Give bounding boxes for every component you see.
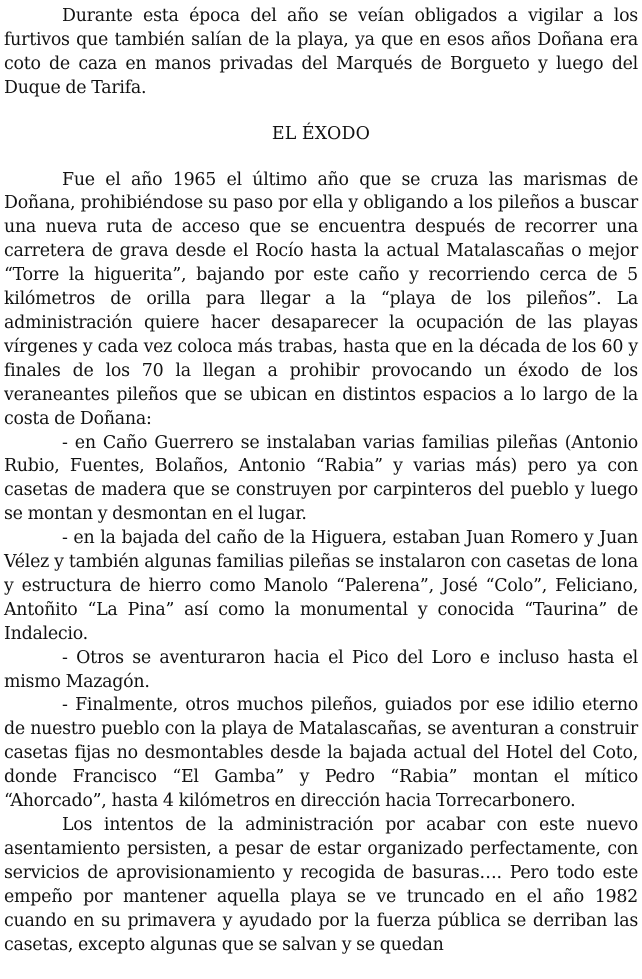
paragraph-intro: Durante esta época del año se veían obligados a vigilar a los furtivos que también salían de la playa, ya que en esos años Doñana era coto de caza en manos privadas del Marqués de Borgueto y luego del Duque de Tarifa. — [4, 6, 638, 98]
paragraph-administration: Los intentos de la administración por acabar con este nuevo asentamiento persisten, a pesar de estar organizado perfectamente, con servicios de aprovisionamiento y recogida de basuras…. Pero todo este empeño por mantener aquella playa se ve truncado en el año 1982 cuando en su primavera y ayudado por la fuerza pública se derriban las casetas, excepto algunas que se salvan y se quedan — [4, 815, 638, 955]
list-item-matalascanas: - Finalmente, otros muchos pileños, guiados por ese idilio eterno de nuestro pueblo con la playa de Matalascañas, se aventuran a construir casetas fijas no desmontables desde la bajada actual del Hotel del Coto, donde Francisco “El Gamba” y Pedro “Rabia” montan el mítico “Ahorcado”, hasta 4 kilómetros en dirección hacia Torrecarbonero. — [4, 695, 638, 812]
section-heading: EL ÉXODO — [271, 123, 371, 144]
list-item-pico-del-loro: - Otros se aventuraron hacia el Pico del Loro e incluso hasta el mismo Mazagón. — [4, 647, 638, 692]
list-item-cano-higuera: - en la bajada del caño de la Higuera, estaban Juan Romero y Juan Vélez y también algunas familias pileñas se instalaron con casetas de lona y estructura de hierro como Manolo “Palerena”, José “Colo”, Feliciano, Antoñito “La Pina” así como la monumental y conocida “Taurina” de Indalecio. — [4, 528, 638, 644]
list-item-cano-guerrero: - en Caño Guerrero se instalaban varias familias pileñas (Antonio Rubio, Fuentes, Bolaños, Antonio “Rabia” y varias más) pero ya con casetas de madera que se construyen por carpinteros del pueblo y luego se montan y desmontan en el lugar. — [4, 432, 638, 525]
paragraph-exodus: Fue el año 1965 el último año que se cruza las marismas de Doñana, prohibiéndose su paso por ella y obligando a los pileños a buscar una nueva ruta de acceso que se encuentra después de recorrer una carretera de grava desde el Rocío hasta la actual Matalascañas o mejor “Torre la higuerita”, bajando por este caño y recorriendo cerca de 5 kilómetros de orilla para llegar a la “playa de los pileños”. La administración quiere hacer desaparecer la ocupación de las playas vírgenes y cada vez coloca más trabas, hasta que en la década de los 60 y finales de los 70 la llegan a prohibir provocando un éxodo de los veraneantes pileños que se ubican en distintos espacios a lo largo de la costa de Doñana: — [4, 169, 638, 429]
